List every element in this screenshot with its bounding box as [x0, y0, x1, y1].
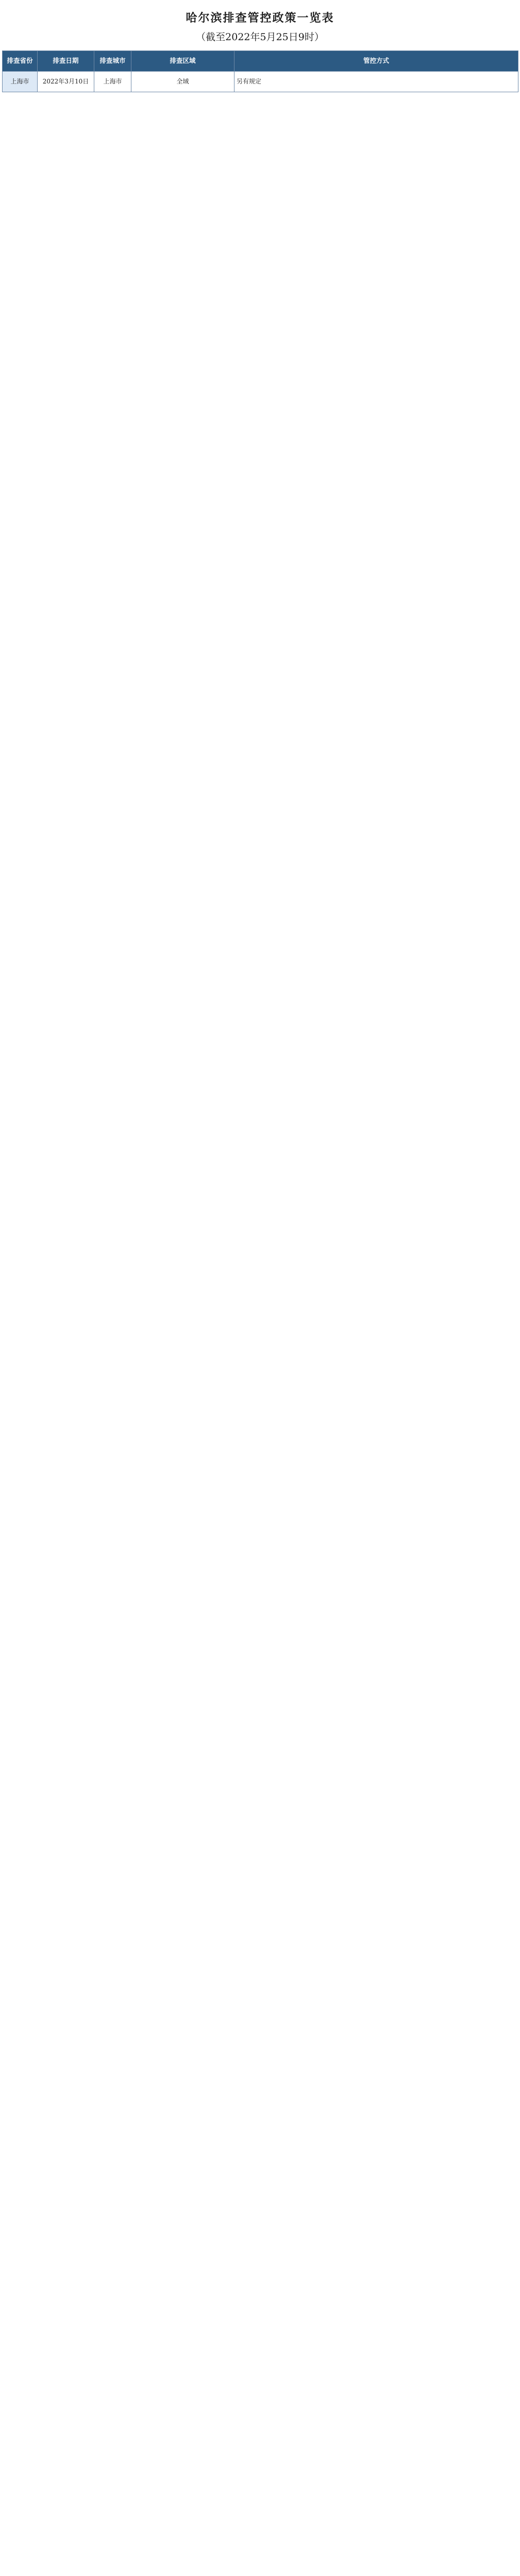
- header-city: 排查城市: [94, 51, 131, 72]
- cell-area: 全域: [131, 72, 234, 92]
- header-date: 排查日期: [38, 51, 94, 72]
- header-measure: 管控方式: [234, 51, 518, 72]
- table-row: [3, 72, 518, 92]
- page-subtitle: （截至2022年5月25日9时）: [196, 31, 324, 43]
- city-policy-table: [2, 50, 518, 92]
- header-area: 排查区域: [131, 51, 234, 72]
- page: [0, 0, 520, 92]
- table-header-row: [3, 51, 518, 72]
- cell-city: 上海市: [94, 72, 131, 92]
- header-province: 排查省份: [3, 51, 38, 72]
- cell-date: 2022年3月10日: [38, 72, 94, 92]
- page-title: 哈尔滨排查管控政策一览表: [186, 11, 334, 25]
- cell-measure: 另有规定: [234, 72, 518, 92]
- cell-province: 上海市: [3, 72, 38, 92]
